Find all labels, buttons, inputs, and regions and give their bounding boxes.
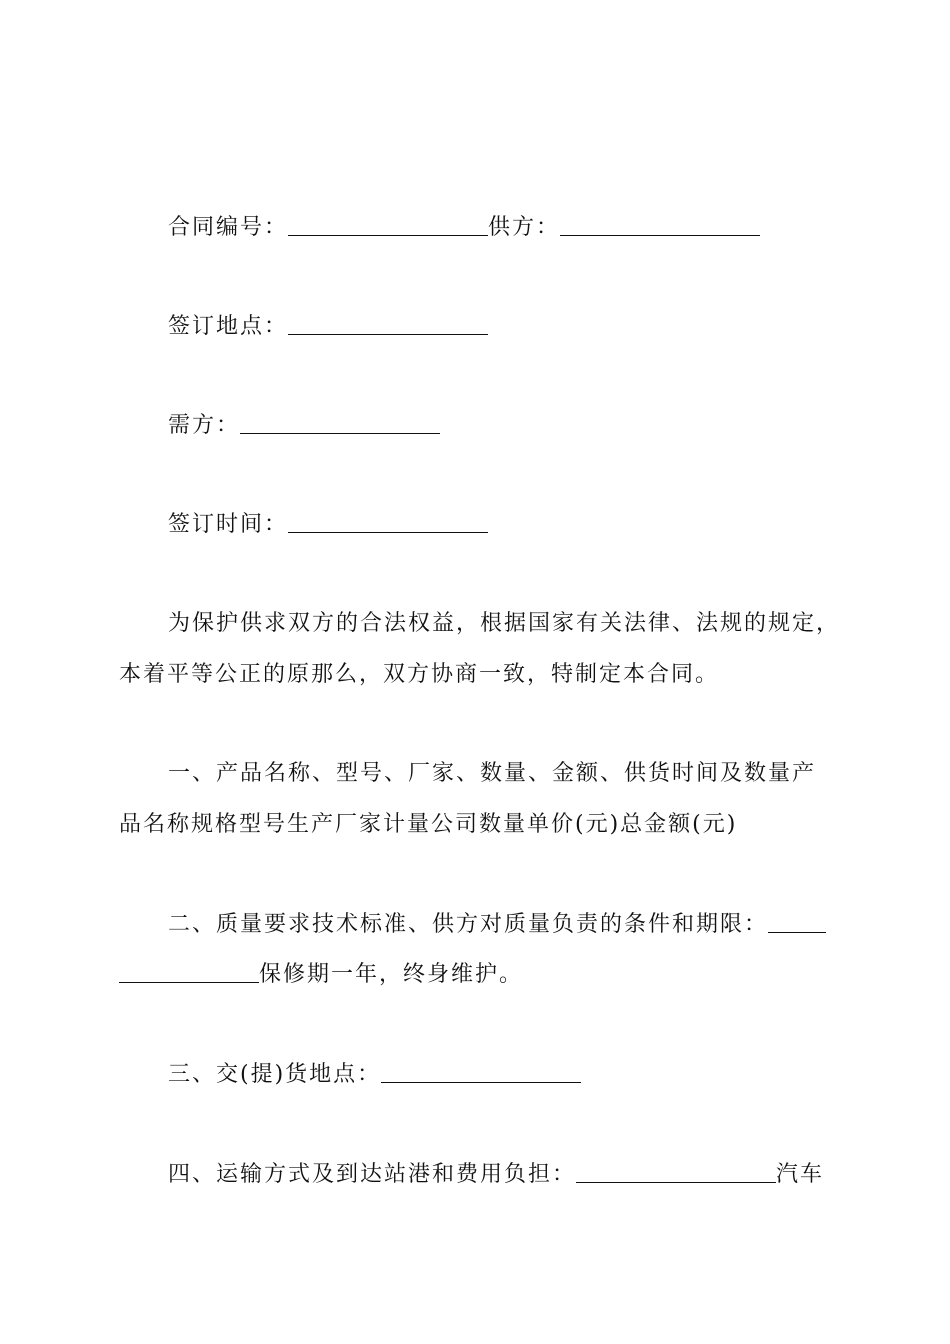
delivery-place-blank[interactable] — [381, 1062, 581, 1083]
clause-1-line-1: 一、产品名称、型号、厂家、数量、金额、供货时间及数量产 — [168, 761, 817, 786]
transport-blank[interactable] — [576, 1162, 776, 1183]
clause-1-line-2: 品名称规格型号生产厂家计量公司数量单价(元)总金额(元) — [119, 812, 738, 837]
clause-3-label: 三、交(提)货地点： — [168, 1062, 382, 1087]
sign-place-line — [0, 312, 950, 342]
intro-paragraph-line-2: 本着平等公正的原那么，双方协商一致，特制定本合同。 — [119, 662, 720, 687]
clause-2-line-1 — [0, 910, 950, 940]
clause-3-line — [0, 1060, 950, 1090]
sign-place-blank[interactable] — [288, 314, 488, 335]
supplier-label: 供方： — [488, 215, 561, 240]
contract-number-blank[interactable] — [288, 215, 488, 236]
buyer-line — [0, 411, 950, 441]
clause-4-tail: 汽车 — [776, 1162, 825, 1187]
clause-2-blank-a[interactable] — [768, 912, 826, 933]
intro-paragraph-line-1: 为保护供求双方的合法权益，根据国家有关法律、法规的规定， — [168, 611, 841, 636]
clause-2-warranty-text: 保修期一年，终身维护。 — [259, 962, 524, 987]
clause-4-label: 四、运输方式及到达站港和费用负担： — [168, 1162, 577, 1187]
clause-2-line-2 — [0, 960, 950, 990]
clause-2-blank-b[interactable] — [119, 962, 259, 983]
sign-time-blank[interactable] — [288, 512, 488, 533]
buyer-blank[interactable] — [240, 413, 440, 434]
sign-time-label: 签订时间： — [168, 512, 289, 537]
sign-time-line — [0, 510, 950, 540]
clause-4-line — [0, 1160, 950, 1190]
contract-number-label: 合同编号： — [168, 215, 289, 240]
buyer-label: 需方： — [168, 413, 241, 438]
contract-header-line — [0, 213, 950, 243]
sign-place-label: 签订地点： — [168, 314, 289, 339]
supplier-blank[interactable] — [560, 215, 760, 236]
clause-2-text: 二、质量要求技术标准、供方对质量负责的条件和期限： — [168, 912, 769, 937]
